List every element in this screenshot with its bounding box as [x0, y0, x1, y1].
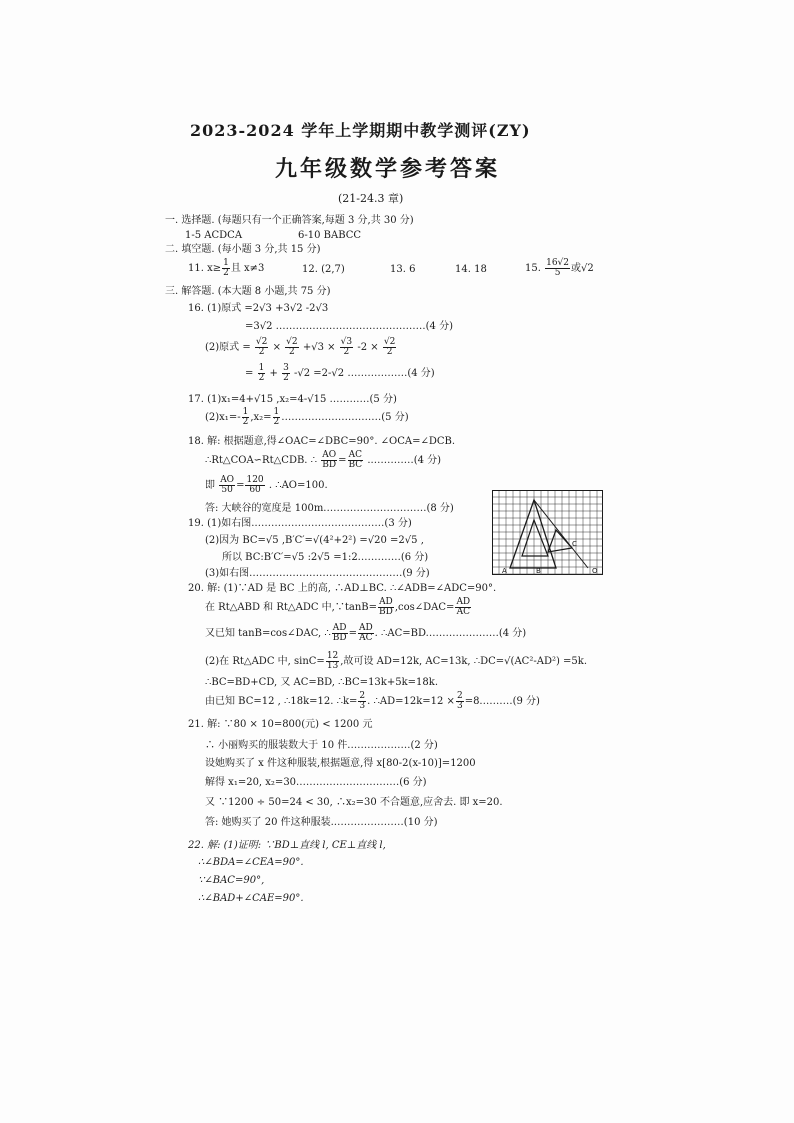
grid-border — [493, 491, 603, 575]
document-title: 九年级数学参考答案 — [275, 156, 501, 182]
q19-line3: 所以 BC:B′C′=√5 :2√5 =1:2.…………(6 分) — [222, 552, 429, 563]
q21-line4: 解得 x₁=20, x₂=30.…………………………(6 分) — [205, 777, 427, 788]
q20-line5: ∴BC=BD+CD, 又 AC=BD, ∴BC=13k+5k=18k. — [205, 677, 438, 688]
label-b: B — [536, 567, 541, 575]
label-c: C — [572, 540, 577, 548]
q11-answer: 11. x≥ $\frac{1}{2}$ 且 x≠3 — [188, 258, 265, 278]
q21-line5: 又 ∵1200 ÷ 50=24 < 30, ∴x₂=30 不合题意,应舍去. 即 x=20. — [205, 797, 503, 808]
q16-line2: =3√2 ………………………………………(4 分) — [245, 321, 453, 332]
q22-line2: ∴∠BDA=∠CEA=90°. — [198, 857, 304, 868]
q19-line4: (3)如右图.………………………………………(9 分) — [205, 568, 430, 579]
q18-line4: 答: 大峡谷的宽度是 100m.…………………………(8 分) — [205, 503, 454, 514]
q19-grid-figure — [492, 490, 604, 576]
q12-answer: 12. (2,7) — [302, 264, 345, 275]
q16-line4: = $\frac{1}{2}$ + $\frac{3}{2}$ -√2 =2-√2 ………………(4 分) — [245, 363, 435, 383]
answers-1-5: 1-5 ACDCA — [185, 230, 243, 241]
q20-line1: 20. 解: (1)∵AD 是 BC 上的高, ∴AD⊥BC. ∴∠ADB=∠ADC=90°. — [188, 583, 497, 594]
q21-line6: 答: 她购买了 20 件这种服装.…………………(10 分) — [205, 817, 438, 828]
chapter-range: (21-24.3 章) — [338, 192, 404, 205]
section3-heading: 三. 解答题. (本大题 8 小题,共 75 分) — [165, 286, 331, 297]
q16-line3: (2)原式 = $\frac{√2}{2}$ × $\frac{√2}{2}$ +√3 × $\frac{√3}{2}$ -2 × $\frac{√2}{2}$ — [205, 337, 396, 357]
q18-line1: 18. 解: 根据题意,得∠OAC=∠DBC=90°. ∠OCA=∠DCB. — [188, 436, 456, 447]
q19-line2: (2)因为 BC=√5 ,B′C′=√(4²+2²) =√20 =2√5 , — [205, 535, 424, 546]
q13-answer: 13. 6 — [390, 264, 416, 275]
q22-line1: 22. 解: (1)证明: ∵BD⊥直线 l, CE⊥直线 l, — [188, 840, 386, 851]
q20-line3: 又已知 tanB=cos∠DAC, ∴ $\frac{AD}{BD}$ = $\frac{AD}{AC}$ . ∴AC=BD.…………………(4 分) — [205, 623, 527, 643]
label-o: O — [592, 567, 598, 575]
q17-line1: 17. (1)x₁=4+√15 ,x₂=4-√15 …………(5 分) — [188, 394, 397, 405]
section2-heading: 二. 填空题. (每小题 3 分,共 15 分) — [165, 244, 321, 255]
q20-line4: (2)在 Rt△ADC 中, sinC= $\frac{12}{13}$ ,故可设 AD=12k, AC=13k, ∴DC=√(AC²-AD²) =5k. — [205, 651, 588, 671]
q17-line2: (2)x₁=- $\frac{1}{2}$ ,x₂= $\frac{1}{2}$ …………………………(5 分) — [205, 407, 409, 427]
q18-line2: ∴Rt△COA∽Rt△CDB. ∴ $\frac{AO}{BD}$ = $\frac{AC}{BC}$ ..…………(4 分) — [205, 450, 442, 470]
exam-title: 2023-2024 学年上学期期中教学测评(ZY) — [190, 121, 531, 140]
section1-heading: 一. 选择题. (每题只有一个正确答案,每题 3 分,共 30 分) — [165, 215, 414, 226]
q19-line1: 19. (1)如右图.…………………………………(3 分) — [188, 518, 412, 529]
q22-line4: ∴∠BAD+∠CAE=90°. — [198, 893, 304, 904]
label-a: A — [502, 567, 507, 575]
q15-answer: 15. $\frac{16√2}{5}$ 或√2 — [525, 258, 594, 278]
q21-line1: 21. 解: ∵80 × 10=800(元) < 1200 元 — [188, 719, 373, 730]
q20-line2: 在 Rt△ABD 和 Rt△ADC 中,∵tanB= $\frac{AD}{BD}$ ,cos∠DAC= $\frac{AD}{AC}$ — [205, 597, 471, 617]
q21-line3: 设她购买了 x 件这种服装,根据题意,得 x[80-2(x-10)]=1200 — [205, 758, 476, 769]
answers-6-10: 6-10 BABCC — [298, 230, 362, 241]
q21-line2: ∴ 小丽购买的服装数大于 10 件.………………(2 分) — [205, 740, 438, 751]
q18-line3: 即 $\frac{AO}{50}$ = $\frac{120}{60}$ . ∴AO=100. — [205, 475, 328, 495]
q20-line6: 由已知 BC=12 , ∴18k=12. ∴k= $\frac{2}{3}$ . ∴AD=12k=12 × $\frac{2}{3}$ =8.………(9 分) — [205, 691, 540, 711]
q14-answer: 14. 18 — [455, 264, 487, 275]
q22-line3: ∵∠BAC=90°, — [198, 875, 265, 886]
q16-line1: 16. (1)原式 =2√3 +3√2 -2√3 — [188, 303, 329, 314]
